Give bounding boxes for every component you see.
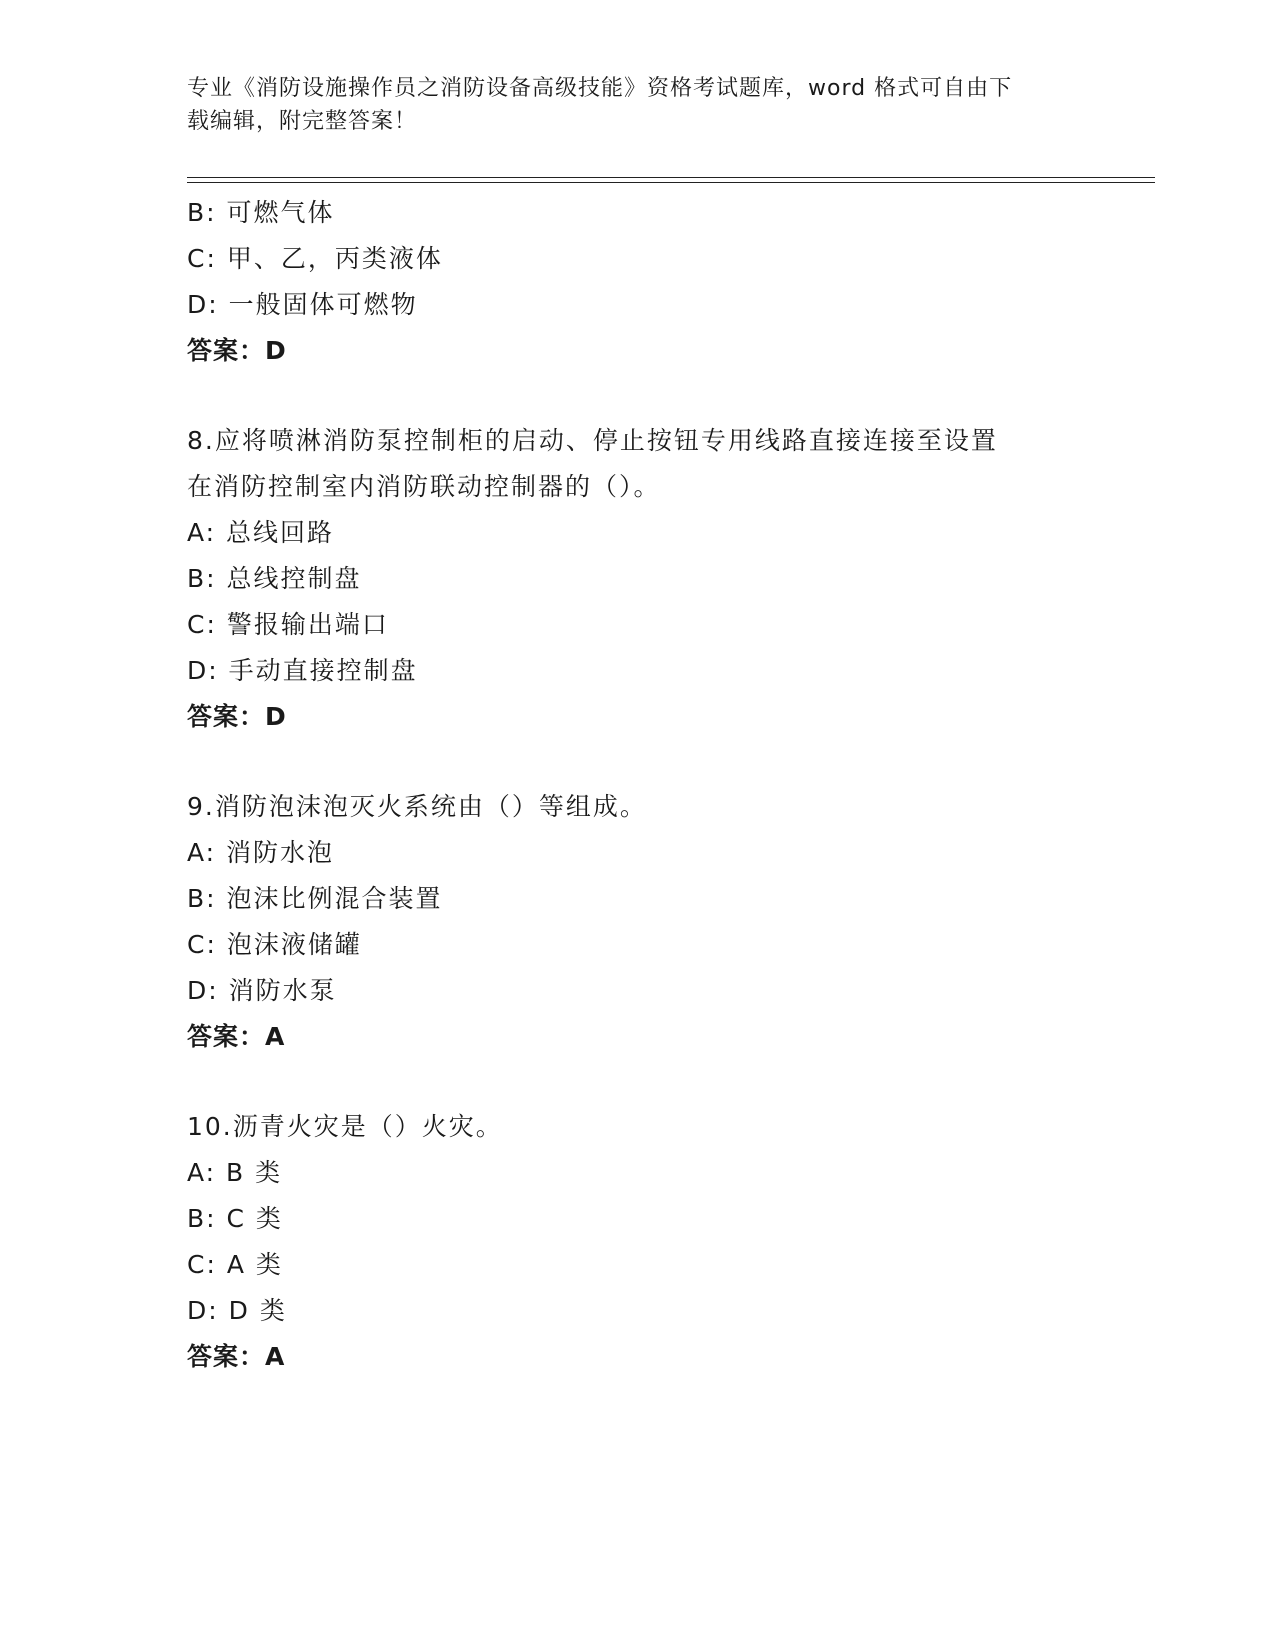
answer: 答案：D bbox=[187, 336, 287, 365]
option-b: B: 总线控制盘 bbox=[187, 564, 362, 593]
option-a: A: 消防水泡 bbox=[187, 838, 335, 867]
option-c: C: 泡沫液储罐 bbox=[187, 930, 362, 959]
question-stem-line-2: 在消防控制室内消防联动控制器的（）。 bbox=[187, 472, 661, 501]
question-10 bbox=[187, 1104, 1087, 1380]
question-stem: 9.消防泡沫泡灭火系统由（）等组成。 bbox=[187, 792, 647, 821]
header-divider-top bbox=[187, 177, 1155, 178]
header-line-1: 专业《消防设施操作员之消防设备高级技能》资格考试题库，word 格式可自由下 bbox=[187, 76, 1013, 101]
option-c: C: 警报输出端口 bbox=[187, 610, 389, 639]
question-stem-line-1: 8.应将喷淋消防泵控制柜的启动、停止按钮专用线路直接连接至设置 bbox=[187, 426, 998, 455]
question-stem: 10.沥青火灾是（）火灾。 bbox=[187, 1112, 503, 1141]
option-c: C: A 类 bbox=[187, 1250, 283, 1279]
document-header bbox=[187, 72, 1067, 138]
answer: 答案：D bbox=[187, 702, 287, 731]
option-b: B: 可燃气体 bbox=[187, 198, 335, 227]
answer: 答案：A bbox=[187, 1022, 286, 1051]
option-c: C: 甲、乙，丙类液体 bbox=[187, 244, 443, 273]
header-line-2: 载编辑，附完整答案！ bbox=[187, 109, 418, 134]
option-d: D: 消防水泵 bbox=[187, 976, 337, 1005]
question-9 bbox=[187, 784, 1087, 1060]
option-a: A: 总线回路 bbox=[187, 518, 335, 547]
option-d: D: 一般固体可燃物 bbox=[187, 290, 418, 319]
option-d: D: D 类 bbox=[187, 1296, 287, 1325]
option-a: A: B 类 bbox=[187, 1158, 283, 1187]
header-divider-bottom bbox=[187, 182, 1155, 183]
question-8 bbox=[187, 418, 1087, 740]
option-d: D: 手动直接控制盘 bbox=[187, 656, 418, 685]
option-b: B: 泡沫比例混合装置 bbox=[187, 884, 443, 913]
question-list bbox=[187, 190, 1087, 1380]
question-7-continued bbox=[187, 190, 1087, 374]
answer: 答案：A bbox=[187, 1342, 286, 1371]
option-b: B: C 类 bbox=[187, 1204, 283, 1233]
